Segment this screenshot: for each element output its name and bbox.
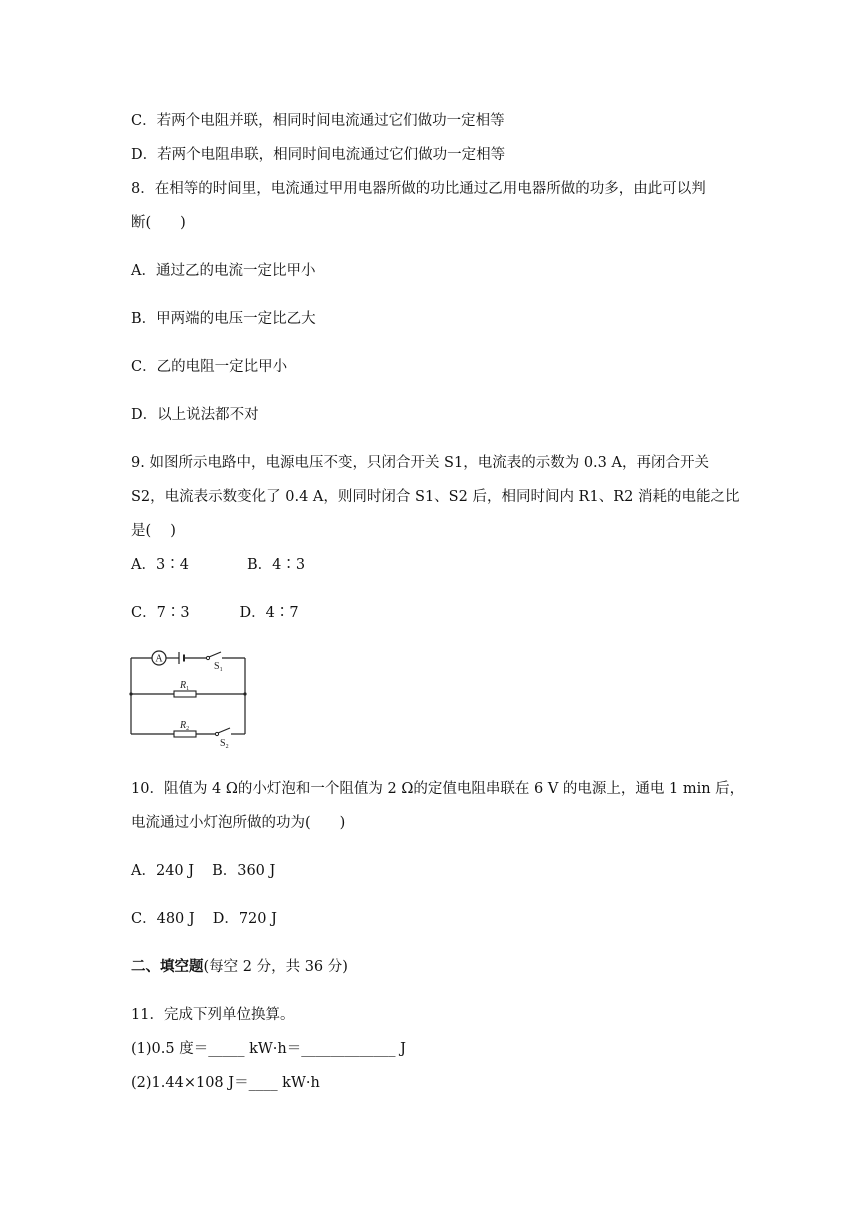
section-2-heading	[131, 957, 348, 977]
q9-circuit-diagram	[128, 646, 250, 750]
ammeter-label: A	[155, 653, 163, 665]
q10-options-row-2	[131, 909, 277, 929]
q8-option-d: D．以上说法都不对	[131, 407, 259, 423]
q8-option-a: A．通过乙的电流一定比甲小	[131, 263, 316, 279]
q11-stem: 11．完成下列单位换算。	[131, 1007, 295, 1023]
q7-option-c: C．若两个电阻并联，相同时间电流通过它们做功一定相等	[131, 113, 505, 129]
q11-line-2: (2)1.44×108 J＝____ kW·h	[131, 1075, 320, 1091]
switch-s2-blade	[218, 728, 230, 733]
section-2-title: 二、填空题	[131, 958, 204, 975]
q9-option-a: A．3∶4	[131, 557, 189, 573]
q9-options-row-2	[131, 603, 299, 623]
q10-stem-line-1: 10．阻值为 4 Ω的小灯泡和一个阻值为 2 Ω的定值电阻串联在 6 V 的电源上，通电 1 min 后，	[131, 781, 745, 797]
q9-option-d: D．4∶7	[239, 605, 299, 621]
q8-stem-line-1: 8．在相等的时间里，电流通过甲用电器所做的功比通过乙用电器所做的功多，由此可以判	[131, 181, 706, 197]
q10-option-a: A．240 J	[131, 863, 195, 879]
q9-option-b: B．4∶3	[246, 557, 306, 573]
q10-stem-line-2: 电流通过小灯泡所做的功为( )	[131, 815, 346, 831]
switch-s2-label: $S_2$	[220, 738, 229, 750]
q8-option-c: C．乙的电阻一定比甲小	[131, 359, 288, 375]
q10-option-b: B．360 J	[212, 863, 276, 879]
q9-stem-line-1: 9. 如图所示电路中，电源电压不变，只闭合开关 S1，电流表的示数为 0.3 A，再闭合开关	[131, 455, 709, 471]
q9-option-c: C．7∶3	[131, 605, 190, 621]
q9-stem-line-2: S2，电流表示数变化了 0.4 A，则同时闭合 S1、S2 后，相同时间内 R1、R2 消耗的电能之比	[131, 489, 740, 505]
q9-options-row-1	[131, 555, 305, 575]
q8-stem-line-2: 断( )	[131, 215, 186, 231]
q10-option-c: C．480 J	[131, 911, 195, 927]
q10-options-row-1	[131, 861, 275, 881]
switch-s1-blade	[209, 652, 221, 657]
resistor-r1-label: $R_1$	[180, 680, 190, 692]
q7-option-d: D．若两个电阻串联，相同时间电流通过它们做功一定相等	[131, 147, 506, 163]
q8-option-b: B．甲两端的电压一定比乙大	[131, 311, 316, 327]
q11-line-1: (1)0.5 度＝_____ kW·h＝_____________ J	[131, 1041, 406, 1057]
q10-option-d: D．720 J	[212, 911, 277, 927]
resistor-r1	[174, 691, 196, 697]
resistor-r2-label: $R_2$	[180, 720, 190, 732]
resistor-r2	[174, 731, 196, 737]
section-2-note: (每空 2 分，共 36 分)	[203, 959, 348, 975]
switch-s1-label: $S_1$	[214, 661, 223, 673]
q9-stem-line-3: 是( )	[131, 523, 176, 539]
